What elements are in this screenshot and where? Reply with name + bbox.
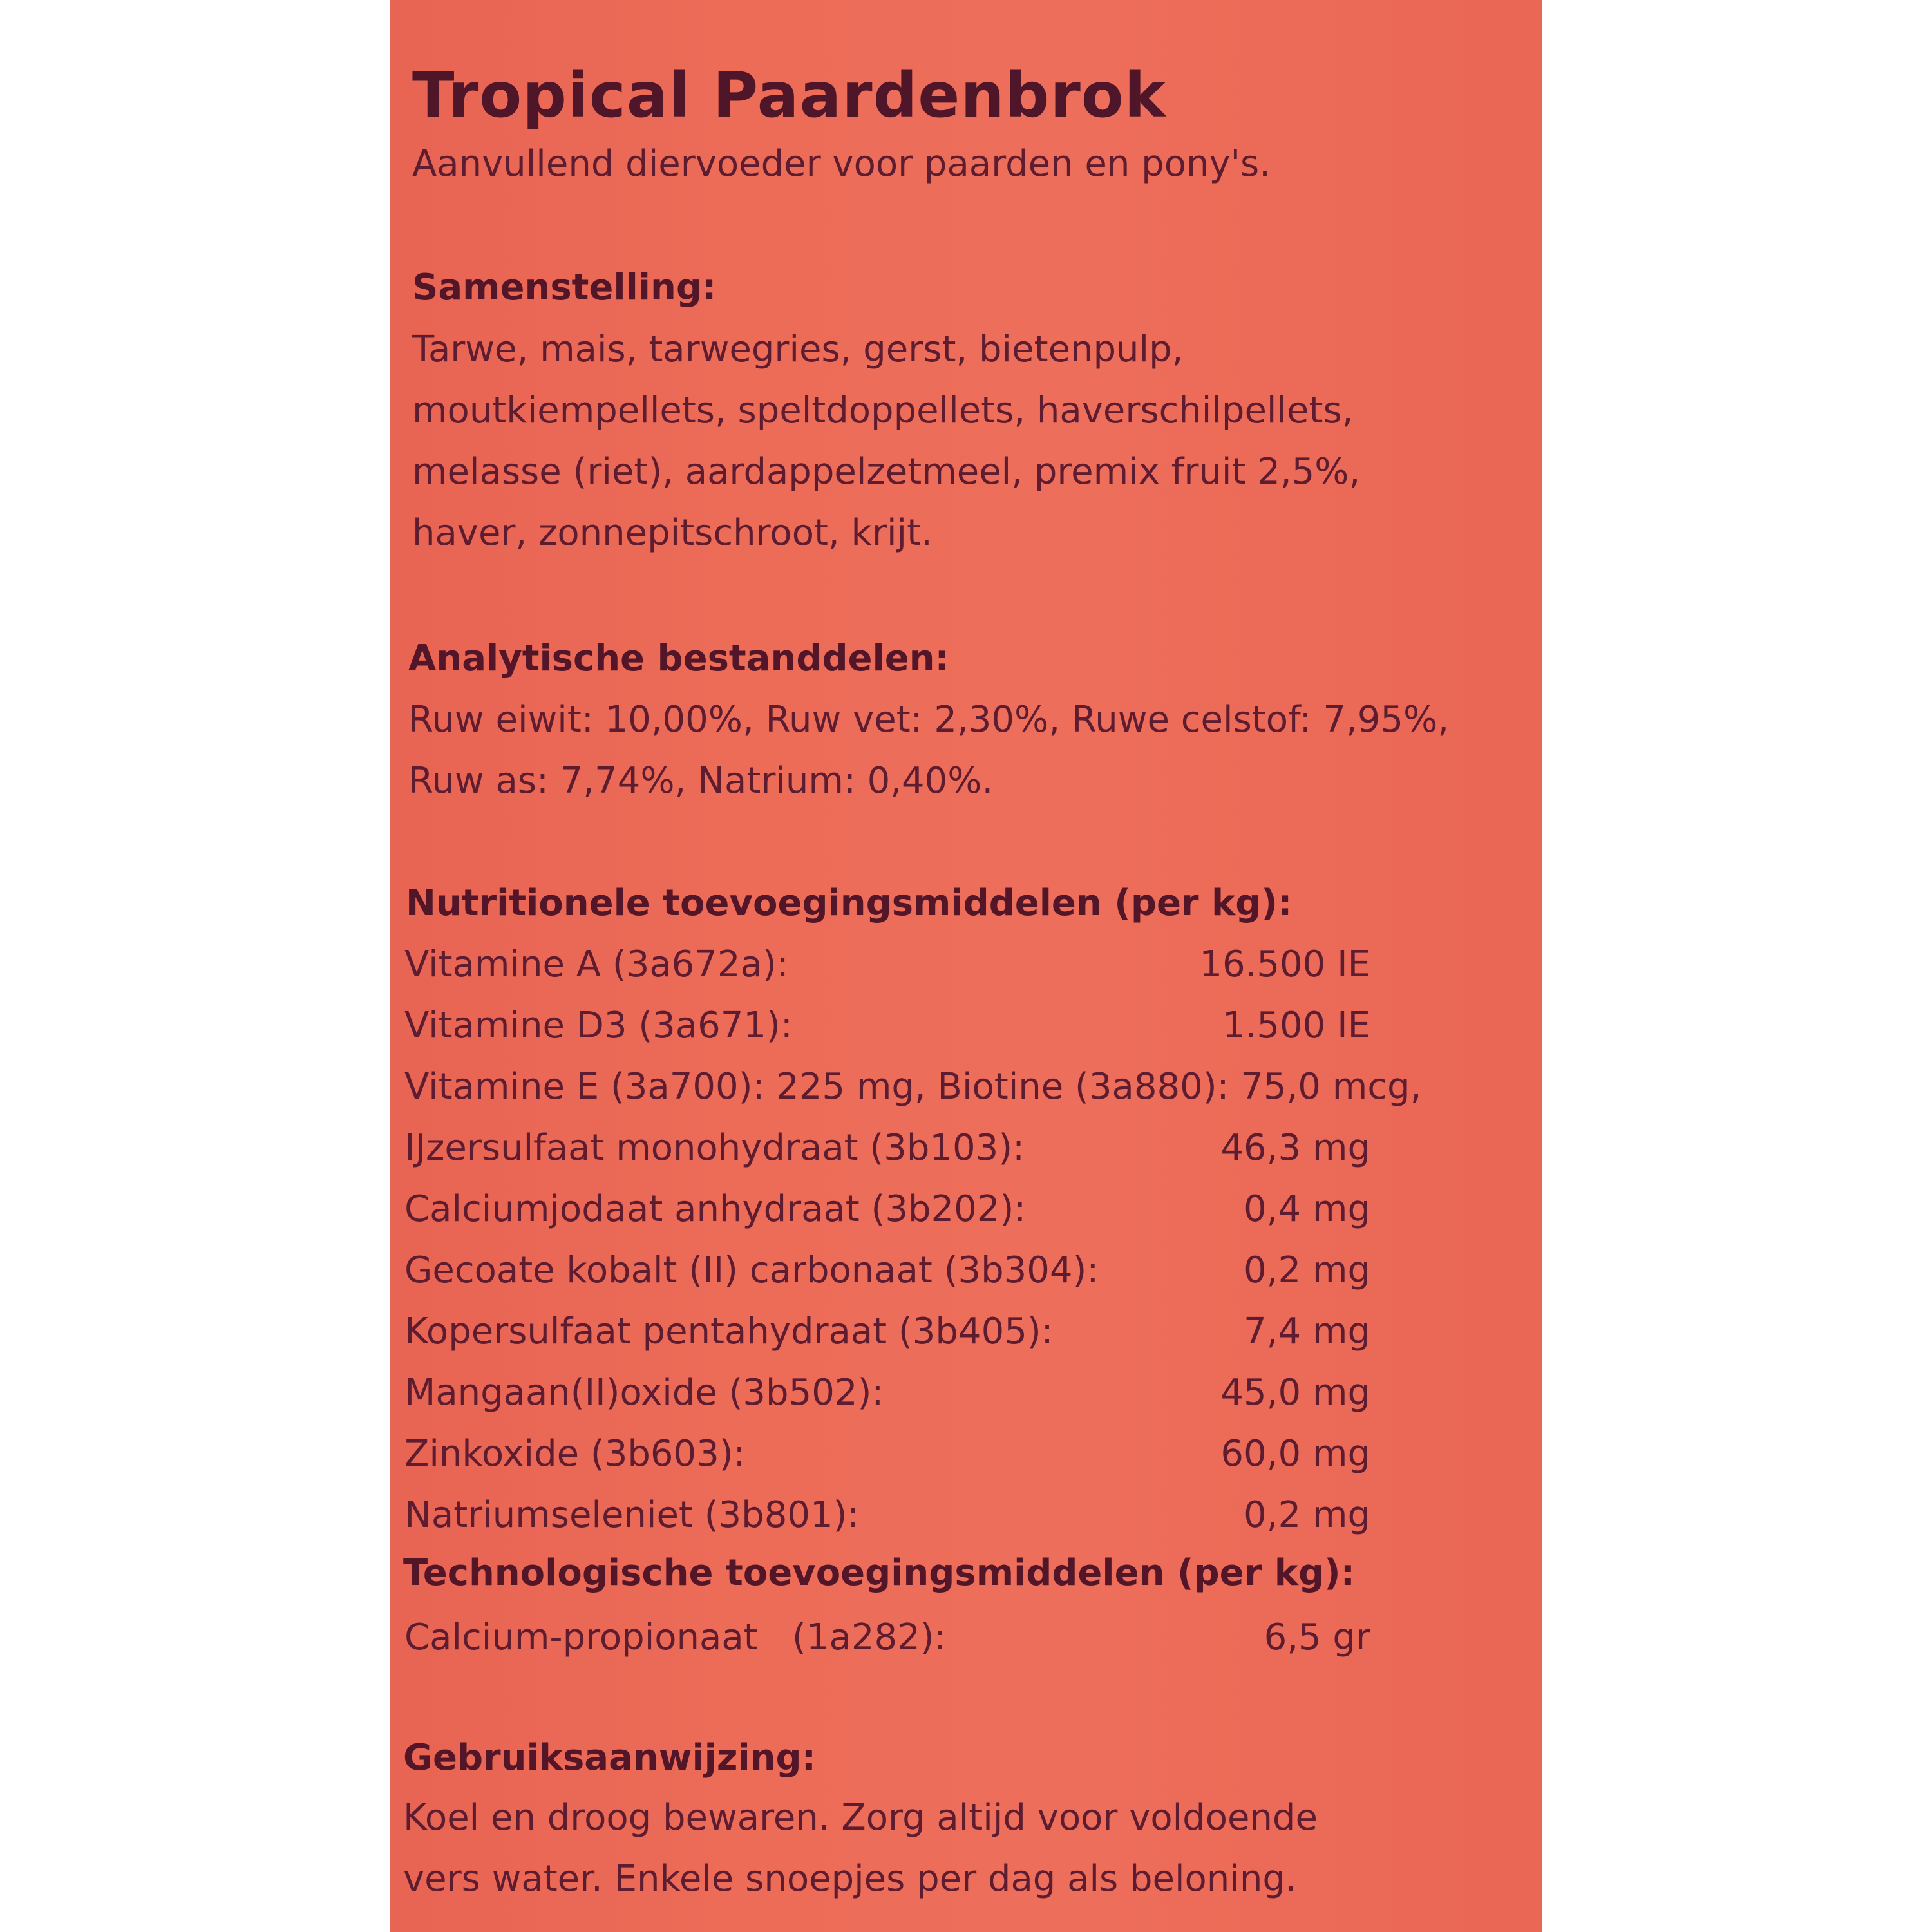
nutrient-row <box>404 1372 1370 1417</box>
nutrient-name: Natriumseleniet (3b801): <box>404 1494 860 1536</box>
nutrient-value: 45,0 mg <box>1220 1372 1370 1414</box>
product-label <box>390 0 1542 1932</box>
nutritional-heading: Nutritionele toevoegingsmiddelen (per kg): <box>406 882 1293 924</box>
product-subtitle: Aanvullend diervoeder voor paarden en pony's. <box>412 143 1271 185</box>
additive-value: 6,5 gr <box>1264 1616 1370 1658</box>
composition-line: melasse (riet), aardappelzetmeel, premix fruit 2,5%, <box>412 451 1361 493</box>
nutrient-name: Vitamine A (3a672a): <box>404 943 789 985</box>
composition-line: haver, zonnepitschroot, krijt. <box>412 512 933 554</box>
nutrient-value: 60,0 mg <box>1220 1433 1370 1475</box>
nutrient-name: Gecoate kobalt (II) carbonaat (3b304): <box>404 1249 1099 1291</box>
nutrient-value: 46,3 mg <box>1220 1127 1370 1169</box>
usage-line: vers water. Enkele snoepjes per dag als beloning. <box>403 1858 1297 1900</box>
nutrient-row <box>404 1249 1370 1294</box>
nutrient-value: 0,2 mg <box>1244 1249 1370 1291</box>
composition-line: moutkiempellets, speltdoppellets, haverschilpellets, <box>412 390 1354 431</box>
nutrient-name: Vitamine E (3a700): 225 mg, Biotine (3a880): 75,0 mcg, <box>404 1066 1422 1108</box>
composition-heading: Samenstelling: <box>412 267 717 308</box>
additive-row <box>404 1616 1370 1662</box>
nutrient-row <box>404 1005 1370 1050</box>
nutrient-row <box>404 1188 1370 1233</box>
nutrient-name: Calciumjodaat anhydraat (3b202): <box>404 1188 1027 1230</box>
nutrient-name: Kopersulfaat pentahydraat (3b405): <box>404 1311 1054 1352</box>
usage-heading: Gebruiksaanwijzing: <box>403 1737 816 1779</box>
nutrient-row <box>404 943 1370 989</box>
nutrient-row <box>404 1433 1370 1478</box>
nutrient-value: 0,4 mg <box>1244 1188 1370 1230</box>
nutrient-row <box>404 1311 1370 1356</box>
additive-name: Calcium-propionaat (1a282): <box>404 1616 947 1658</box>
nutrient-row <box>404 1066 1422 1111</box>
product-title: Tropical Paardenbrok <box>412 59 1166 131</box>
nutrient-value: 1.500 IE <box>1222 1005 1370 1046</box>
technological-heading: Technologische toevoegingsmiddelen (per kg): <box>403 1552 1356 1594</box>
composition-line: Tarwe, mais, tarwegries, gerst, bietenpulp, <box>412 328 1184 370</box>
nutrient-value: 7,4 mg <box>1244 1311 1370 1352</box>
nutrient-name: Mangaan(II)oxide (3b502): <box>404 1372 884 1414</box>
nutrient-row <box>404 1494 1370 1539</box>
nutrient-row <box>404 1127 1370 1172</box>
nutrient-value: 16.500 IE <box>1199 943 1370 985</box>
nutrient-value: 0,2 mg <box>1244 1494 1370 1536</box>
analytical-heading: Analytische bestanddelen: <box>408 638 949 679</box>
analytical-line: Ruw eiwit: 10,00%, Ruw vet: 2,30%, Ruwe celstof: 7,95%, <box>408 699 1450 741</box>
nutrient-name: Zinkoxide (3b603): <box>404 1433 746 1475</box>
analytical-line: Ruw as: 7,74%, Natrium: 0,40%. <box>408 760 994 802</box>
usage-line: Koel en droog bewaren. Zorg altijd voor voldoende <box>403 1797 1318 1839</box>
nutrient-name: Vitamine D3 (3a671): <box>404 1005 793 1046</box>
nutrient-name: IJzersulfaat monohydraat (3b103): <box>404 1127 1025 1169</box>
